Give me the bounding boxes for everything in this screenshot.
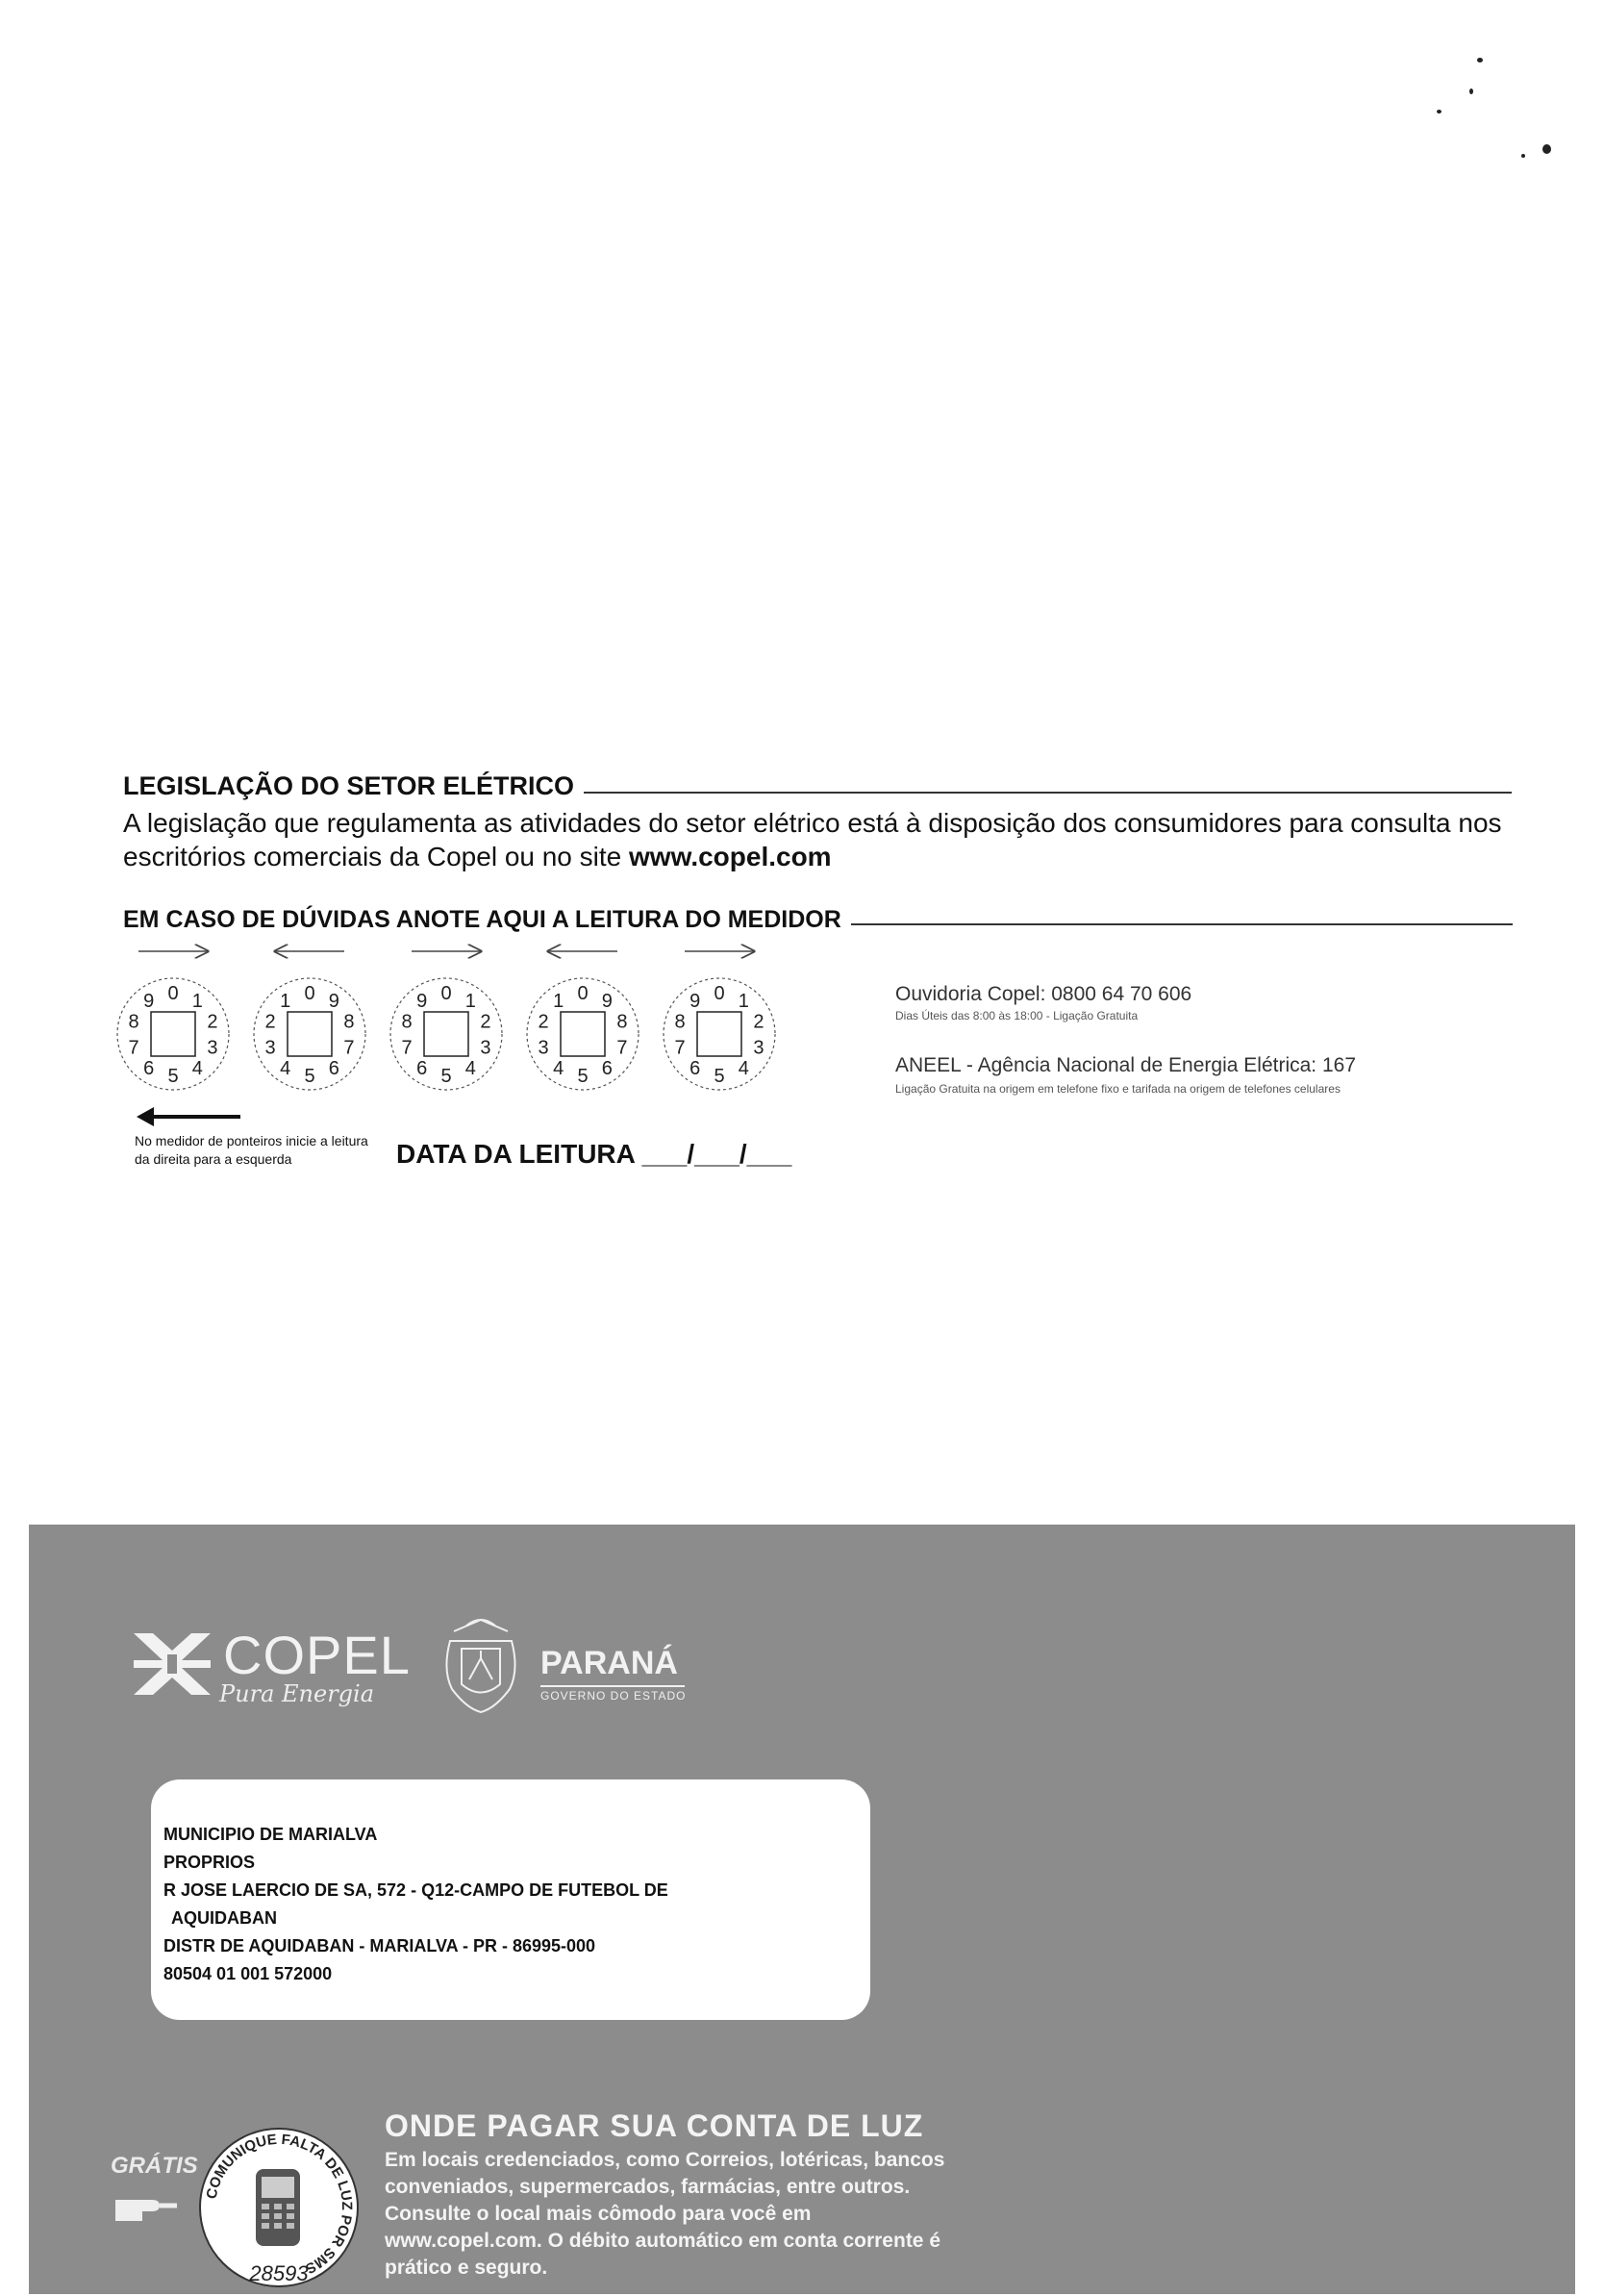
dial-digit: 3 <box>207 1037 218 1059</box>
meter-rule <box>851 923 1513 925</box>
scan-speck <box>1469 88 1473 94</box>
reading-date <box>396 1139 791 1170</box>
dial-digit: 9 <box>328 991 339 1013</box>
dial-digit: 1 <box>191 991 203 1013</box>
aneel-phone: ANEEL - Agência Nacional de Energia Elétrica: 167 <box>895 1054 1357 1076</box>
legislation-body <box>123 806 1527 873</box>
dial-digit: 6 <box>601 1057 613 1079</box>
address-line: 80504 01 001 572000 <box>163 1964 333 1983</box>
sms-number: 28593 <box>249 2261 309 2285</box>
dial-digit: 9 <box>416 991 428 1013</box>
meter-dials <box>115 938 846 1130</box>
dial-digit: 1 <box>553 991 564 1013</box>
dial-digit: 0 <box>304 983 315 1004</box>
address-line: MUNICIPIO DE MARIALVA <box>163 1825 378 1844</box>
copel-brand-name: COPEL <box>223 1625 411 1685</box>
sms-badge <box>192 2121 365 2294</box>
dial-digit: 2 <box>480 1011 491 1033</box>
dial-digit: 7 <box>401 1037 413 1059</box>
parana-subtitle: GOVERNO DO ESTADO <box>540 1689 687 1703</box>
scan-speck <box>1542 144 1551 154</box>
parana-name: PARANÁ <box>540 1645 678 1681</box>
copel-site-link[interactable]: www.copel.com <box>629 842 832 871</box>
dial-digit: 2 <box>264 1011 276 1033</box>
dial-digit: 7 <box>616 1037 628 1059</box>
dial-digit: 6 <box>416 1057 428 1079</box>
dial-digit: 3 <box>264 1037 276 1059</box>
reading-date-blanks[interactable]: ___/___/___ <box>641 1139 792 1169</box>
dial-digit: 5 <box>577 1066 589 1087</box>
dial-digit: 8 <box>343 1011 355 1033</box>
dial-digit: 6 <box>143 1057 155 1079</box>
dial-digit: 7 <box>343 1037 355 1059</box>
dial-digit: 9 <box>143 991 155 1013</box>
aneel-note: Ligação Gratuita na origem em telefone fixo e tarifada na origem de telefones celulares <box>895 1082 1341 1096</box>
sms-ring-text: COMUNIQUE FALTA DE LUZ POR SMS <box>203 2131 356 2278</box>
dial-reading-box[interactable] <box>151 1012 195 1056</box>
dial-digit: 0 <box>577 983 589 1004</box>
dial-reading-box[interactable] <box>697 1012 741 1056</box>
dial-reading-box[interactable] <box>561 1012 605 1056</box>
meter-title: EM CASO DE DÚVIDAS ANOTE AQUI A LEITURA DO MEDIDOR <box>123 906 841 933</box>
dial-digit: 1 <box>464 991 476 1013</box>
dial-digit: 4 <box>464 1057 476 1079</box>
dial-digit: 5 <box>440 1066 452 1087</box>
ouvidoria-phone: Ouvidoria Copel: 0800 64 70 606 <box>895 983 1192 1005</box>
dial-digit: 5 <box>167 1066 179 1087</box>
dial-digit: 8 <box>401 1011 413 1033</box>
dial-digit: 0 <box>167 983 179 1004</box>
ouvidoria-hours: Dias Úteis das 8:00 às 18:00 - Ligação Gratuita <box>895 1009 1139 1022</box>
dial-digit: 9 <box>689 991 701 1013</box>
dial-digit: 3 <box>538 1037 549 1059</box>
dial-reading-box[interactable] <box>424 1012 468 1056</box>
address-line: R JOSE LAERCIO DE SA, 572 - Q12-CAMPO DE FUTEBOL DE <box>163 1880 668 1900</box>
dial-digit: 9 <box>601 991 613 1013</box>
dial-digit: 1 <box>280 991 291 1013</box>
dial-digit: 6 <box>689 1057 701 1079</box>
meter-hint: No medidor de ponteiros inicie a leitura da direita para a esquerda <box>135 1133 368 1167</box>
dial-digit: 5 <box>304 1066 315 1087</box>
dial-digit: 4 <box>553 1057 564 1079</box>
dial-digit: 8 <box>674 1011 686 1033</box>
scan-speck <box>1477 58 1483 63</box>
legislation-text: A legislação que regulamenta as atividades do setor elétrico está à disposição dos consumidores para consulta nos escritórios comerciais da Copel ou no site <box>123 808 1502 871</box>
dial-digit: 3 <box>753 1037 764 1059</box>
dial-digit: 7 <box>128 1037 139 1059</box>
dial-reading-box[interactable] <box>288 1012 332 1056</box>
scan-speck <box>1521 154 1525 158</box>
dial-digit: 8 <box>616 1011 628 1033</box>
scan-speck <box>1437 110 1441 114</box>
copel-slogan: Pura Energia <box>219 1680 375 1707</box>
dial-digit: 7 <box>674 1037 686 1059</box>
dial-digit: 0 <box>714 983 725 1004</box>
dial-digit: 2 <box>207 1011 218 1033</box>
address-line: DISTR DE AQUIDABAN - MARIALVA - PR - 86995-000 <box>163 1936 596 1955</box>
dial-digit: 6 <box>328 1057 339 1079</box>
address-line: AQUIDABAN <box>171 1908 277 1928</box>
legislation-title: LEGISLAÇÃO DO SETOR ELÉTRICO <box>123 771 575 800</box>
reading-date-label: DATA DA LEITURA <box>396 1139 635 1169</box>
dial-digit: 8 <box>128 1011 139 1033</box>
dial-digit: 2 <box>538 1011 549 1033</box>
read-direction-arrowhead <box>137 1107 154 1126</box>
gratis-label: GRÁTIS <box>111 2153 198 2179</box>
dial-digit: 5 <box>714 1066 725 1087</box>
dial-digit: 2 <box>753 1011 764 1033</box>
dial-digit: 3 <box>480 1037 491 1059</box>
dial-digit: 0 <box>440 983 452 1004</box>
address-line: PROPRIOS <box>163 1853 256 1872</box>
pointing-hand-icon <box>113 2188 181 2227</box>
parana-crest-icon <box>433 1612 529 1718</box>
dial-digit: 4 <box>738 1057 749 1079</box>
parana-rule <box>540 1685 685 1687</box>
dial-digit: 1 <box>738 991 749 1013</box>
where-to-pay-body: Em locais credenciados, como Correios, lotéricas, bancos conveniados, supermercados, farmácias, entre outros. Consulte o local mais cômodo para você em www.copel.com. O débito automático em conta corrente é prático e seguro. <box>385 2149 945 2279</box>
copel-logo-icon <box>129 1626 215 1703</box>
dial-digit: 4 <box>280 1057 291 1079</box>
dial-digit: 4 <box>191 1057 203 1079</box>
legislation-rule <box>584 792 1512 794</box>
where-to-pay-title: ONDE PAGAR SUA CONTA DE LUZ <box>385 2108 924 2143</box>
